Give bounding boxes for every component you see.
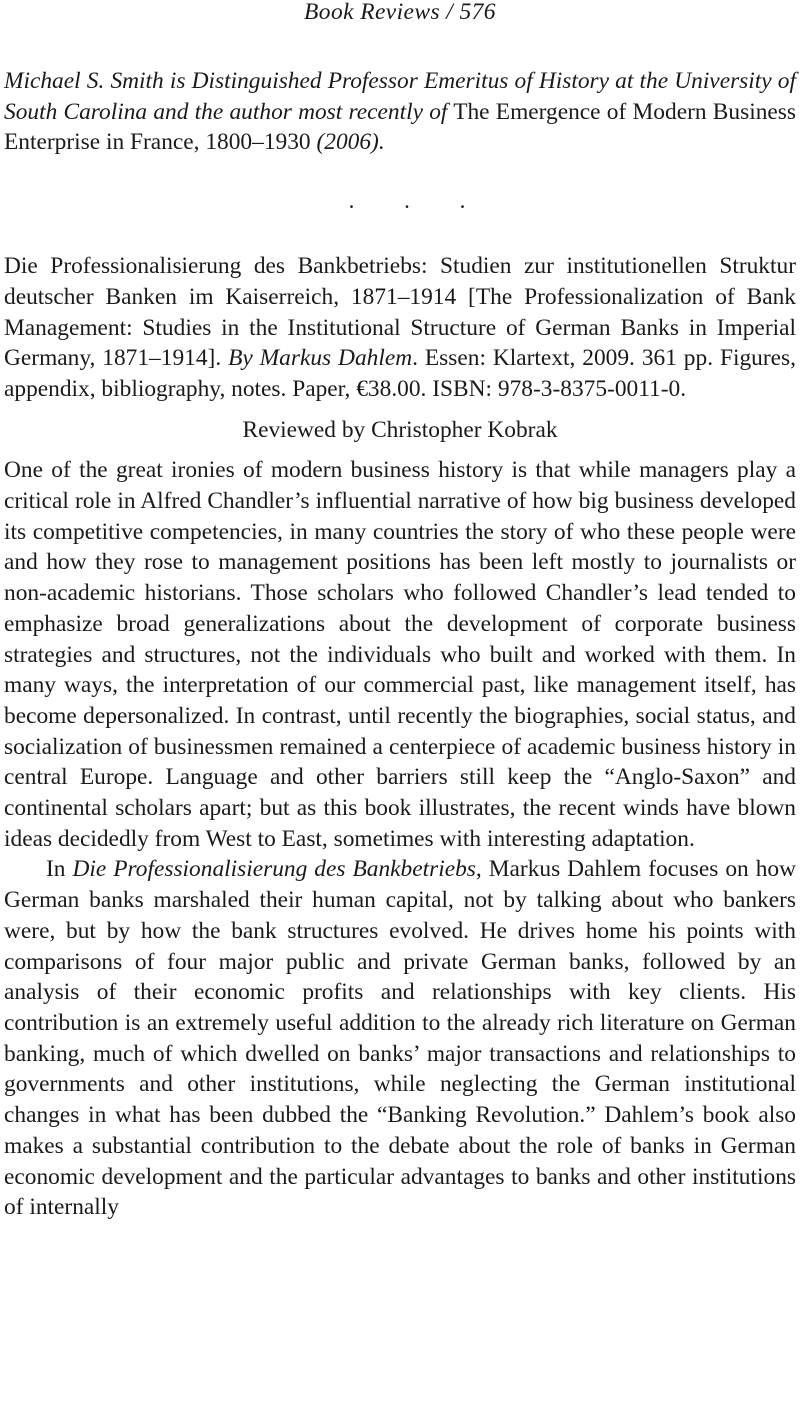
book-review-page	[4, 0, 796, 1223]
bio-italic-text: Michael S. Smith is Distinguished Professor Emeritus of History at the University of South Carolina and the author most recently of	[4, 68, 796, 125]
bio-book-title: The Emergence of Modern Business Enterprise in France, 1800–1930	[4, 98, 796, 156]
review-paragraph-1: One of the great ironies of modern business history is that while managers play a critical role in Alfred Chandler’s influential narrative of how big business developed its competitive competencies, in many countries the story of who these people were and how they rose to management positions has been left mostly to journalists or non-academic historians. Those scholars who followed Chandler’s lead tended to emphasize broad generalizations about the development of corporate business strategies and structures, not the individuals who built and worked with them. In many ways, the interpretation of our commercial past, like management itself, has become depersonalized. In contrast, until recently the biographies, social status, and socialization of businessmen remained a centerpiece of academic business history in central Europe. Language and other barriers still keep the “Anglo-Saxon” and continental scholars apart; but as this book illustrates, the recent winds have blown ideas decidedly from West to East, sometimes with interesting adaptation.	[4, 457, 796, 852]
book-citation	[4, 251, 796, 405]
paragraph-2-lead: In	[46, 856, 66, 883]
paragraph-2-book-title: Die Professionalisierung des Bankbetriebs	[72, 856, 476, 883]
running-head: Book Reviews / 576	[304, 0, 496, 25]
citation-author: By Markus Dahlem	[228, 345, 413, 372]
section-separator: . . .	[348, 188, 488, 214]
reviewer-byline: Reviewed by Christopher Kobrak	[242, 416, 558, 443]
paragraph-2-body: , Markus Dahlem focuses on how German banks marshaled their human capital, not by talking about who bankers were, but by how the bank structures evolved. He drives home his points with comparisons of four major public and private German banks, followed by an analysis of their economic profits and relationships with key clients. His contribution is an extremely useful addition to the already rich literature on German banking, much of which dwelled on banks’ major transactions and relationships to governments and other institutions, while neglecting the German institutional changes in what has been dubbed the “Banking Revolution.” Dahlem’s book also makes a substantial contribution to the debate about the role of banks in German economic development and the particular advantages to banks and other institutions of internally	[4, 856, 796, 1221]
citation-title: Die Professionalisierung des Bankbetriebs: Studien zur institutionellen Struktur deutscher Banken im Kaiserreich, 1871–1914 [The Professionalization of Bank Management: Studies in the Institutional Structure of German Banks in Imperial Germany, 1871–1914].	[4, 253, 796, 372]
citation-author-period: .	[412, 345, 418, 372]
bio-year: (2006).	[316, 129, 385, 156]
previous-reviewer-bio	[4, 66, 796, 158]
review-paragraph-2	[4, 854, 796, 1222]
citation-publication-details: Essen: Klartext, 2009. 361 pp. Figures, appendix, bibliography, notes. Paper, €38.00. ISBN: 978-3-8375-0011-0.	[4, 345, 796, 402]
